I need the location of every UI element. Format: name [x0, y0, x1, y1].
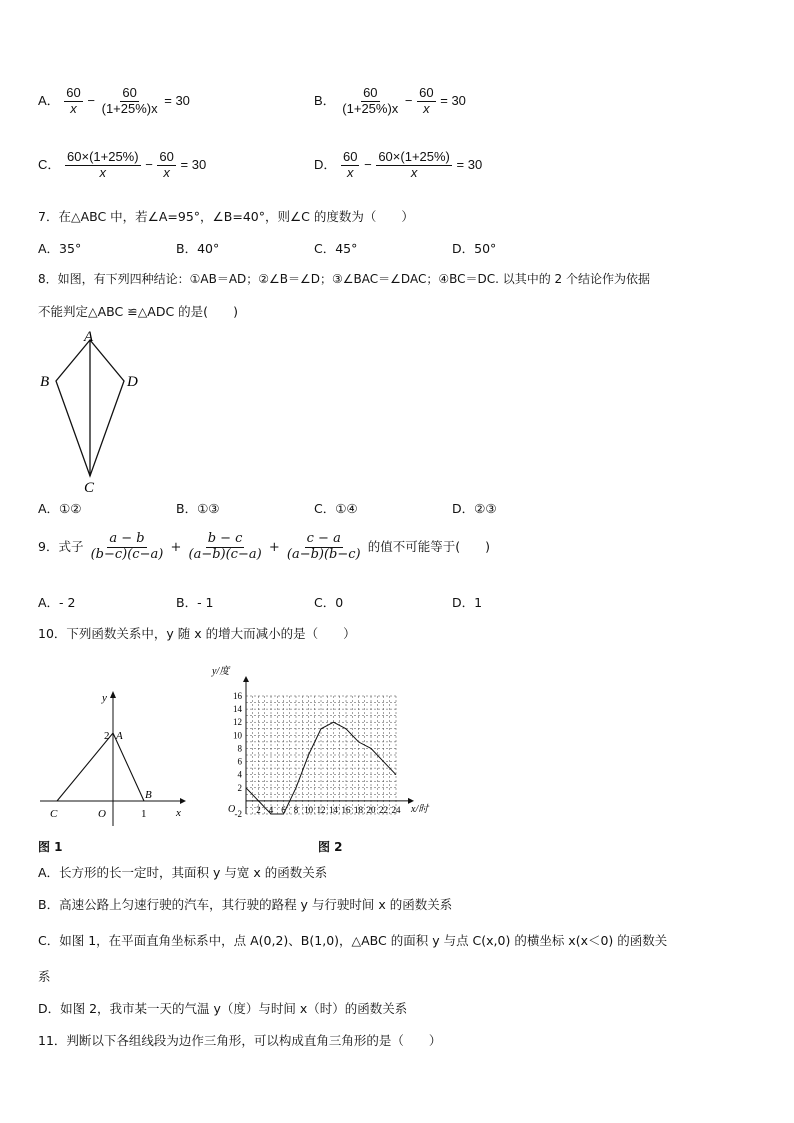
- y-tick-label: 2: [237, 782, 242, 793]
- x-tick-label: 18: [354, 804, 363, 815]
- x-tick-label: 10: [304, 804, 313, 815]
- chart-origin: O: [228, 804, 236, 815]
- q6-option-a: A． $\frac{60}{x}$ − $\frac{60}{(1+25\%)x}$ = 30: [38, 85, 190, 116]
- chart-xlabel: x/时: [411, 804, 429, 815]
- q8-stem-line1: 8．如图，有下列四种结论：①AB＝AD；②∠B＝∠D；③∠BAC＝∠DAC；④BC＝DC. 以其中的 2 个结论作为依据: [38, 272, 650, 286]
- label-x: x: [176, 807, 181, 819]
- label-d: D: [127, 374, 138, 390]
- fraction: $\frac{60}{(1+25\%)x}$: [101, 85, 158, 116]
- y-tick-label: 6: [237, 756, 242, 767]
- x-tick-label: 20: [366, 804, 376, 815]
- x-tick-label: 8: [293, 804, 299, 815]
- y-tick-label: 4: [237, 769, 242, 780]
- q9-stem: 9．式子 $\frac{a - b}{(b-c)(c-a)}$ + $\frac{b - c}{(a-b)(c-a)}$ + $\frac{c - a}{(a-b)(b-c)}$ 的值不可能等于( ): [38, 531, 491, 562]
- fraction: $\frac{60}{x}$: [343, 149, 358, 180]
- q8-option-c: C．①④: [314, 501, 358, 516]
- fraction: $\frac{b - c}{(a-b)(c-a)}$: [188, 531, 262, 562]
- fraction: $\frac{60}{(1+25\%)x}$: [342, 85, 399, 116]
- label-a: A: [84, 329, 94, 345]
- q9-option-b: B．- 1: [176, 595, 214, 610]
- fraction: $\frac{60}{x}$: [419, 85, 434, 116]
- y-arrow: [110, 691, 116, 698]
- label-o: O: [98, 808, 106, 820]
- label-a: A: [116, 730, 123, 742]
- y-tick-label: 14: [233, 704, 242, 715]
- label-1: 1: [141, 808, 147, 820]
- q6-option-d: D． $\frac{60}{x}$ − $\frac{60\times(1+25\%)}{x}$ = 30: [314, 149, 483, 180]
- fraction: $\frac{60\times(1+25\%)}{x}$: [378, 149, 450, 180]
- y-axis-arrow: [243, 676, 249, 682]
- x-tick-label: 14: [329, 804, 338, 815]
- x-tick-label: 24: [391, 804, 401, 815]
- fraction: $\frac{60\times(1+25\%)}{x}$: [67, 149, 139, 180]
- y-tick-label: 8: [237, 743, 242, 754]
- figure-2-caption: 图 2: [318, 840, 343, 854]
- q9-option-a: A．- 2: [38, 595, 76, 610]
- q10-option-c: C．如图 1，在平面直角坐标系中，点 A(0,2)、B(1,0)，△ABC 的面积 y 与点 C(x,0) 的横坐标 x(x＜0) 的函数关: [38, 933, 668, 948]
- label-c: C: [84, 480, 95, 496]
- y-tick-label: 16: [233, 691, 242, 701]
- q11-stem: 11．判断以下各组线段为边作三角形，可以构成直角三角形的是（ ）: [38, 1033, 442, 1048]
- label-b: B: [145, 789, 152, 801]
- figure-1-caption: 图 1: [38, 840, 63, 854]
- q7-option-d: D．50°: [452, 241, 497, 256]
- x-tick-label: 4: [268, 804, 274, 815]
- q7-option-a: A．35°: [38, 241, 82, 256]
- chart-axes: [243, 676, 414, 814]
- q10-stem: 10．下列函数关系中，y 随 x 的增大而减小的是（ ）: [38, 626, 356, 641]
- q7-stem: 7．在△ABC 中，若∠A=95°，∠B=40°，则∠C 的度数为（ ）: [38, 209, 414, 224]
- x-arrow: [180, 798, 186, 804]
- triangle-abc: [57, 733, 144, 801]
- q7-option-c: C．45°: [314, 241, 358, 256]
- figure-1: [30, 686, 200, 836]
- label-y: y: [102, 692, 107, 704]
- q10-option-a: A．长方形的长一定时，其面积 y 与宽 x 的函数关系: [38, 865, 328, 880]
- q6-option-b: B． $\frac{60}{(1+25\%)x}$ − $\frac{60}{x}$ = 30: [314, 85, 466, 116]
- chart-grid: [246, 696, 396, 814]
- x-tick-label: 6: [281, 804, 286, 815]
- fraction: $\frac{a - b}{(b-c)(c-a)}$: [90, 531, 164, 562]
- x-tick-label: 16: [341, 804, 351, 815]
- q7-option-b: B．40°: [176, 241, 220, 256]
- y-tick-label: 12: [233, 717, 242, 728]
- x-tick-label: 2: [256, 804, 261, 815]
- q9-option-d: D．1: [452, 595, 483, 610]
- kite-figure: [30, 326, 150, 496]
- chart-ylabel: y/度: [212, 666, 230, 677]
- q8-option-b: B．①③: [176, 501, 220, 516]
- q6-option-c: C． $\frac{60\times(1+25\%)}{x}$ − $\frac{60}{x}$ = 30: [38, 149, 207, 180]
- label-b: B: [40, 374, 50, 390]
- y-tick-label: -2: [234, 809, 242, 819]
- x-tick-label: 22: [379, 804, 388, 815]
- q10-option-b: B．高速公路上匀速行驶的汽车，其行驶的路程 y 与行驶时间 x 的函数关系: [38, 897, 453, 912]
- q10-option-d: D．如图 2，我市某一天的气温 y（度）与时间 x（时）的函数关系: [38, 1001, 408, 1016]
- label-2: 2: [104, 730, 110, 742]
- fraction: $\frac{c - a}{(a-b)(b-c)}$: [286, 531, 361, 562]
- q8-option-a: A．①②: [38, 501, 82, 516]
- q8-stem-line2: 不能判定△ABC ≌△ADC 的是( ): [38, 304, 238, 319]
- fraction: $\frac{60}{x}$: [159, 149, 174, 180]
- q8-option-d: D．②③: [452, 501, 497, 516]
- figure-2-temperature-chart: [206, 660, 446, 830]
- fraction: $\frac{60}{x}$: [66, 85, 81, 116]
- x-axis-arrow: [408, 798, 414, 804]
- label-c: C: [50, 808, 58, 820]
- q10-option-c-cont: 系: [38, 969, 51, 984]
- q9-option-c: C．0: [314, 595, 344, 610]
- y-tick-label: 10: [233, 730, 242, 741]
- x-tick-label: 12: [316, 804, 326, 815]
